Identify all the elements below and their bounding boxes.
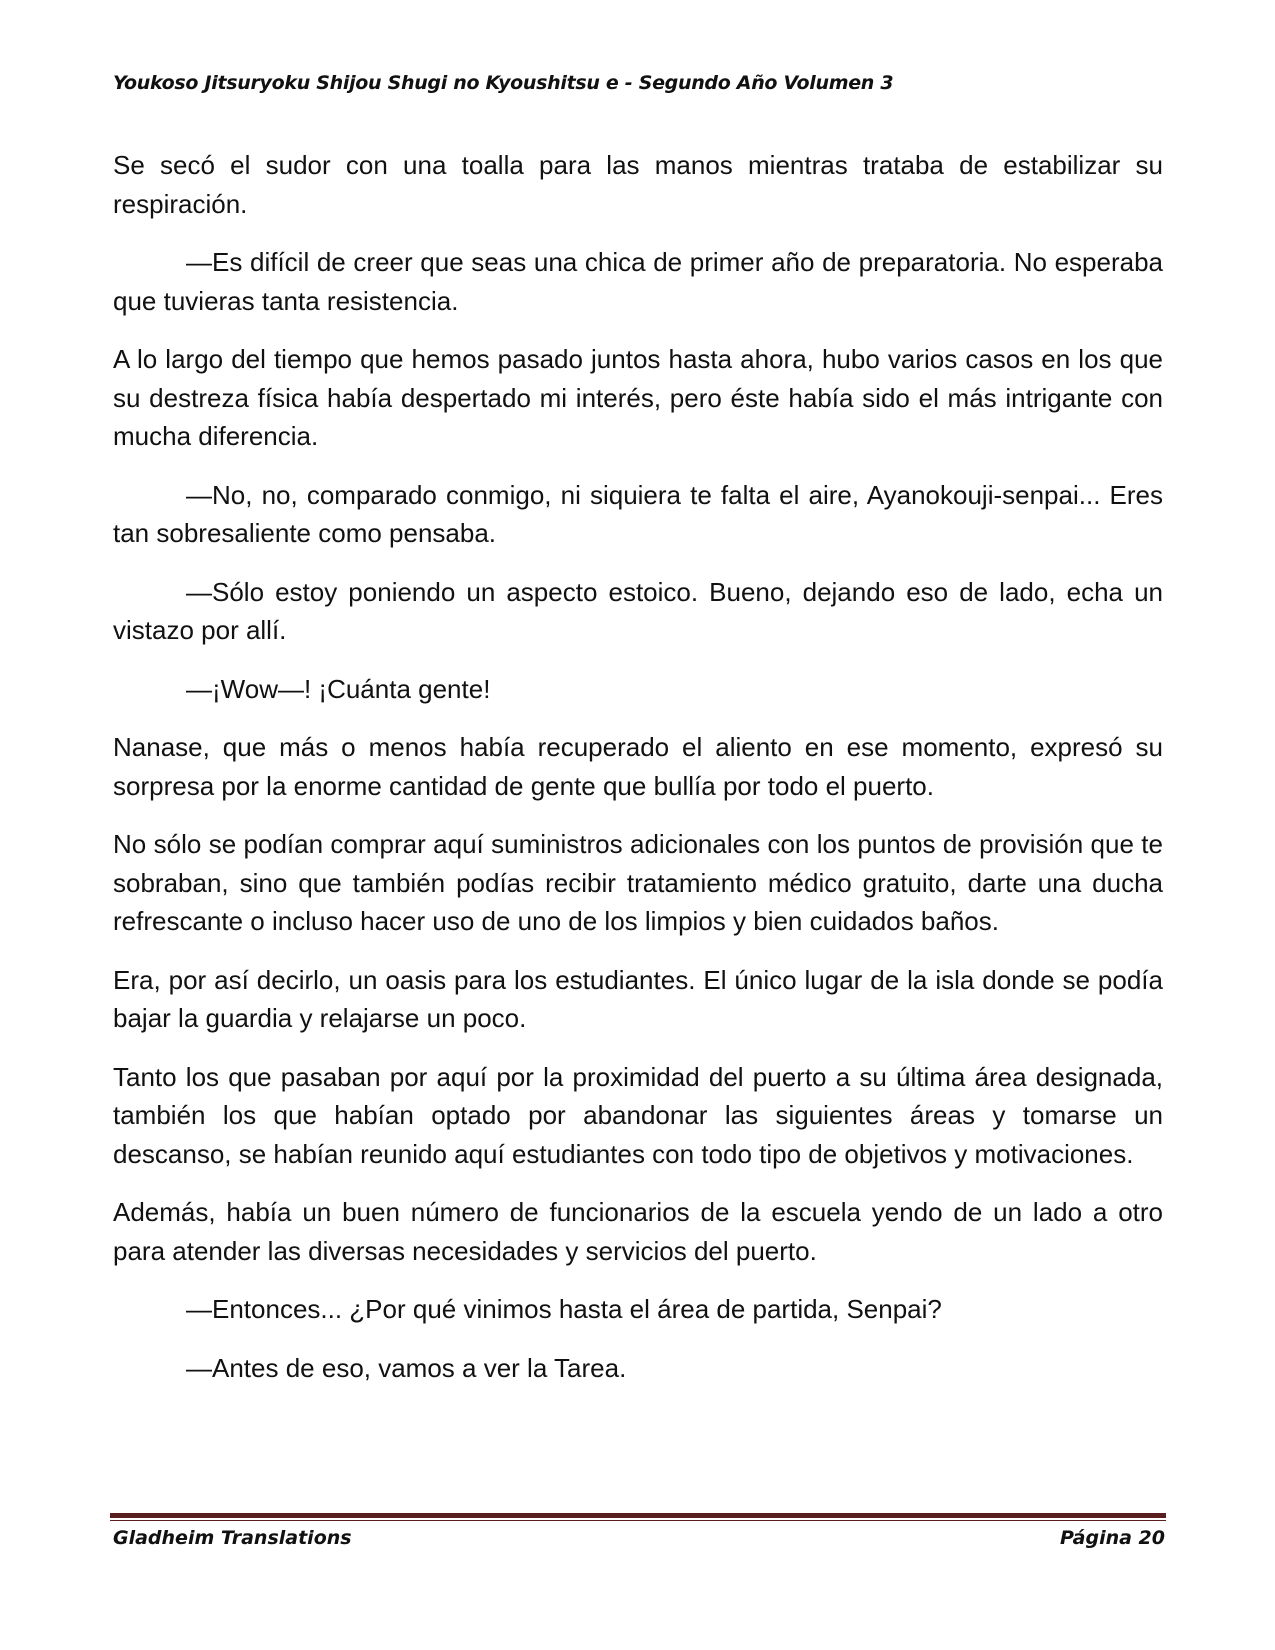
footer-divider-thick xyxy=(110,1513,1166,1518)
paragraph: No sólo se podían comprar aquí suministros adicionales con los puntos de provisión que te sobraban, sino que también podías recibir tratamiento médico gratuito, darte una ducha refrescante o incluso hacer uso de uno de los limpios y bien cuidados baños. xyxy=(113,829,1163,936)
paragraph: Nanase, que más o menos había recuperado el aliento en ese momento, expresó su sorpresa por la enorme cantidad de gente que bullía por todo el puerto. xyxy=(113,732,1163,801)
footer-divider-thin xyxy=(110,1520,1166,1521)
running-header: Youkoso Jitsuryoku Shijou Shugi no Kyoushitsu e - Segundo Año Volumen 3 xyxy=(113,72,894,94)
dialog-paragraph: —Entonces... ¿Por qué vinimos hasta el área de partida, Senpai? xyxy=(186,1294,942,1324)
paragraph: Tanto los que pasaban por aquí por la proximidad del puerto a su última área designada, también los que habían optado por abandonar las siguientes áreas y tomarse un descanso, se habían reunido aquí estudiantes con todo tipo de objetivos y motivaciones. xyxy=(113,1061,1163,1169)
page-number: Página 20 xyxy=(1059,1527,1165,1549)
dialog-paragraph: —Antes de eso, vamos a ver la Tarea. xyxy=(186,1352,627,1383)
paragraph: Era, por así decirlo, un oasis para los estudiantes. El único lugar de la isla donde se podía bajar la guardia y relajarse un poco. xyxy=(113,964,1163,1033)
paragraph: Se secó el sudor con una toalla para las manos mientras trataba de estabilizar su respiración. xyxy=(113,150,1163,219)
dialog-paragraph: —Sólo estoy poniendo un aspecto estoico. Bueno, dejando eso de lado, echa un vistazo por allí. xyxy=(113,576,1163,645)
footer-translator-credit: Gladheim Translations xyxy=(113,1527,352,1549)
paragraph: Además, había un buen número de funcionarios de la escuela yendo de un lado a otro para atender las diversas necesidades y servicios del puerto. xyxy=(113,1197,1163,1266)
dialog-paragraph: —Es difícil de creer que seas una chica de primer año de preparatoria. No esperaba que tuvieras tanta resistencia. xyxy=(113,247,1163,316)
dialog-paragraph: —No, no, comparado conmigo, ni siquiera te falta el aire, Ayanokouji-senpai... Eres tan sobresaliente como pensaba. xyxy=(113,479,1163,548)
paragraph: A lo largo del tiempo que hemos pasado juntos hasta ahora, hubo varios casos en los que su destreza física había despertado mi interés, pero éste había sido el más intrigante con mucha diferencia. xyxy=(113,344,1163,451)
footer-divider xyxy=(110,1513,1166,1521)
body-text xyxy=(113,146,1163,1407)
dialog-paragraph: —¡Wow—! ¡Cuánta gente! xyxy=(186,673,491,704)
